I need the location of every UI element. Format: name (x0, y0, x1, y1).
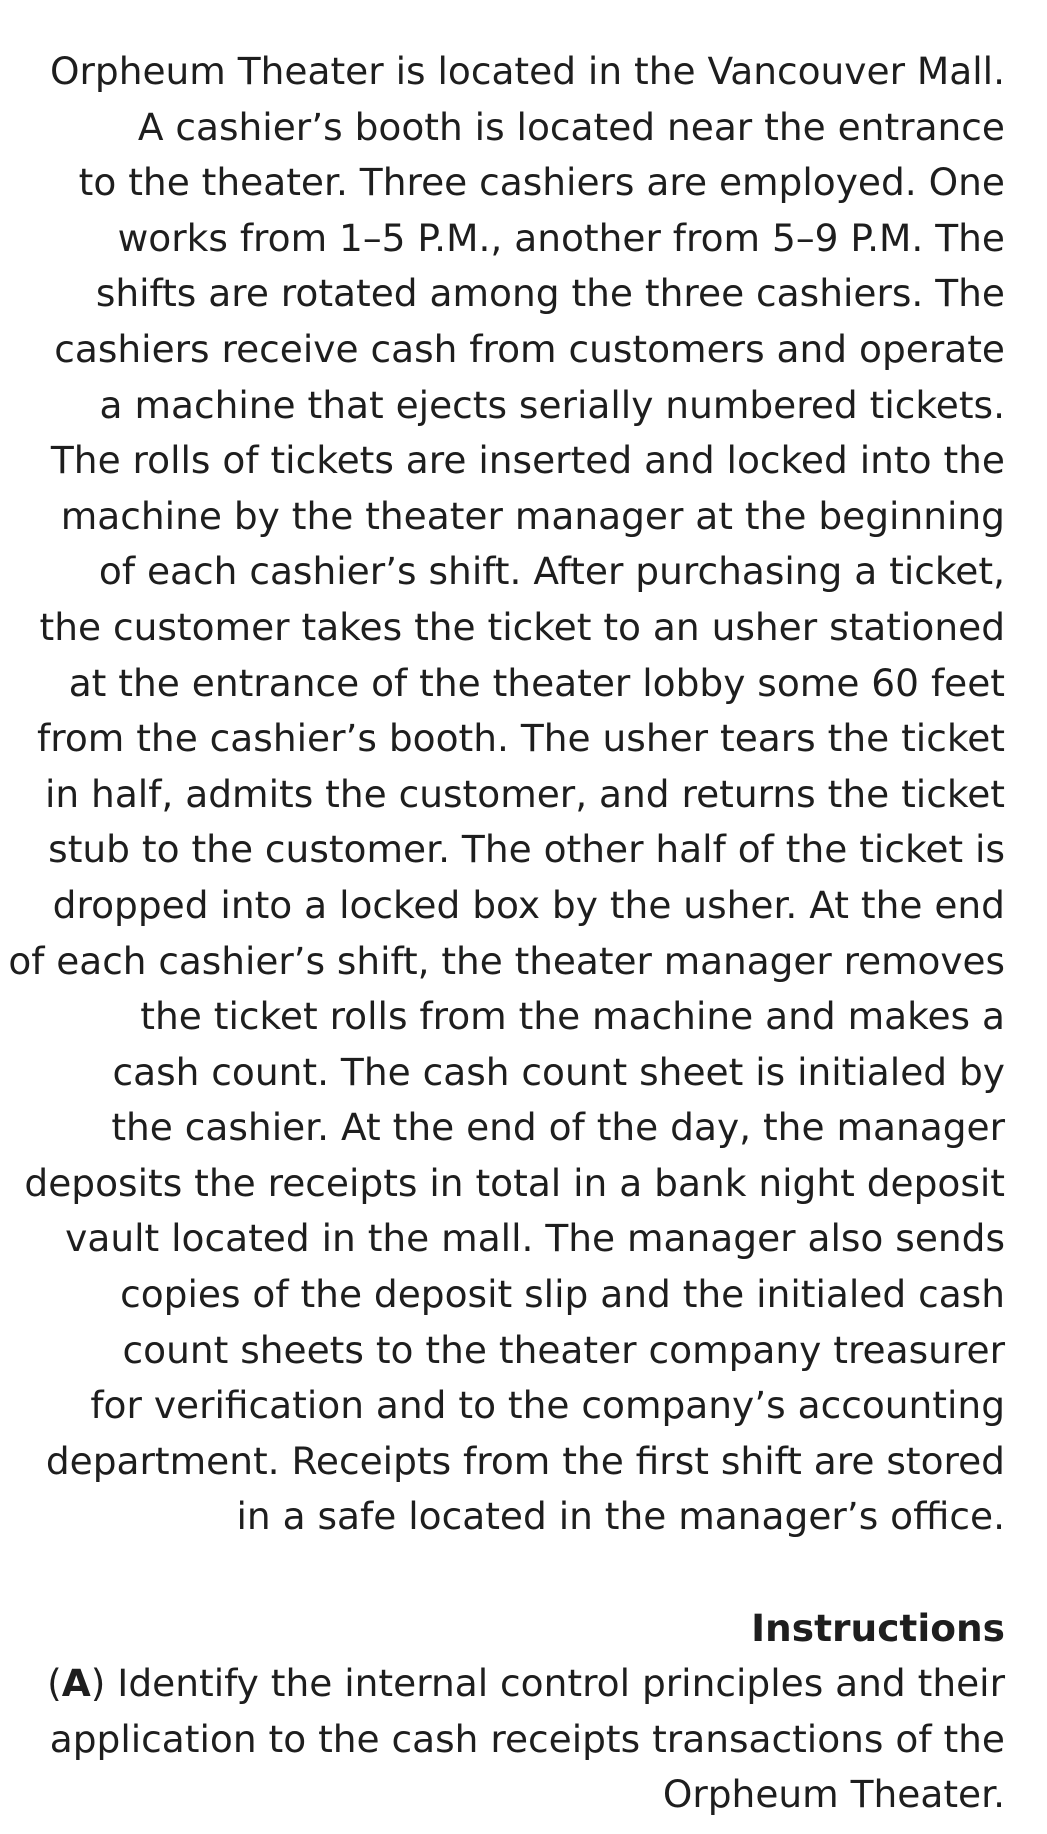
paragraph-line: shifts are rotated among the three cashiers. The (95, 271, 1005, 316)
problem-paragraph (0, 44, 1005, 1545)
paragraph-line: dropped into a locked box by the usher. At the end (52, 882, 1005, 927)
paragraph-line: to the theater. Three cashiers are employed. One (78, 160, 1005, 205)
instruction-open-paren: ( (47, 1661, 62, 1706)
paragraph-line: vault located in the mall. The manager also sends (65, 1216, 1005, 1261)
instruction-a (0, 1656, 1005, 1823)
paragraph-line: A cashier’s booth is located near the entrance (137, 104, 1005, 149)
paragraph-line: for verification and to the company’s accounting (90, 1383, 1005, 1428)
paragraph-line: machine by the theater manager at the beginning (60, 493, 1005, 538)
paragraph-line: the cashier. At the end of the day, the manager (111, 1105, 1005, 1150)
instruction-letter: A (61, 1661, 91, 1706)
paragraph-line: deposits the receipts in total in a bank night deposit (24, 1160, 1005, 1205)
paragraph-line: in half, admits the customer, and returns the ticket (44, 771, 1005, 816)
instruction-a-line-1 (0, 1656, 1005, 1712)
paragraph-line: cashiers receive cash from customers and operate (54, 326, 1005, 371)
paragraph-line: count sheets to the theater company treasurer (122, 1327, 1005, 1372)
paragraph-line: stub to the customer. The other half of the ticket is (48, 827, 1005, 872)
paragraph-line: from the cashier’s booth. The usher tears the ticket (37, 716, 1005, 761)
paragraph-line: works from 1–5 P.M., another from 5–9 P.M. The (117, 215, 1005, 260)
document-body (0, 44, 1005, 1823)
paragraph-line: at the entrance of the theater lobby some 60 feet (68, 660, 1005, 705)
paragraph-line: department. Receipts from the first shift are stored (45, 1438, 1005, 1483)
paragraph-line: the customer takes the ticket to an usher stationed (39, 604, 1005, 649)
instructions-heading: Instructions (751, 1605, 1005, 1650)
instruction-a-line-2: application to the cash receipts transactions of the (49, 1716, 1005, 1761)
instruction-a-line-3: Orpheum Theater. (662, 1772, 1005, 1817)
section-spacer (0, 1545, 1005, 1601)
paragraph-line: of each cashier’s shift, the theater manager removes (8, 938, 1005, 983)
instruction-a-text: ) Identify the internal control principles and their (90, 1661, 1005, 1706)
paragraph-line: The rolls of tickets are inserted and locked into the (50, 438, 1005, 483)
paragraph-line: a machine that ejects serially numbered tickets. (99, 382, 1005, 427)
paragraph-line: Orpheum Theater is located in the Vancouver Mall. (49, 49, 1005, 93)
paragraph-line: in a safe located in the manager’s office. (236, 1494, 1005, 1539)
paragraph-line: copies of the deposit slip and the initialed cash (120, 1272, 1005, 1317)
paragraph-line: the ticket rolls from the machine and makes a (140, 994, 1005, 1039)
paragraph-line: cash count. The cash count sheet is initialed by (112, 1049, 1005, 1094)
paragraph-line: of each cashier’s shift. After purchasing a ticket, (98, 549, 1005, 594)
